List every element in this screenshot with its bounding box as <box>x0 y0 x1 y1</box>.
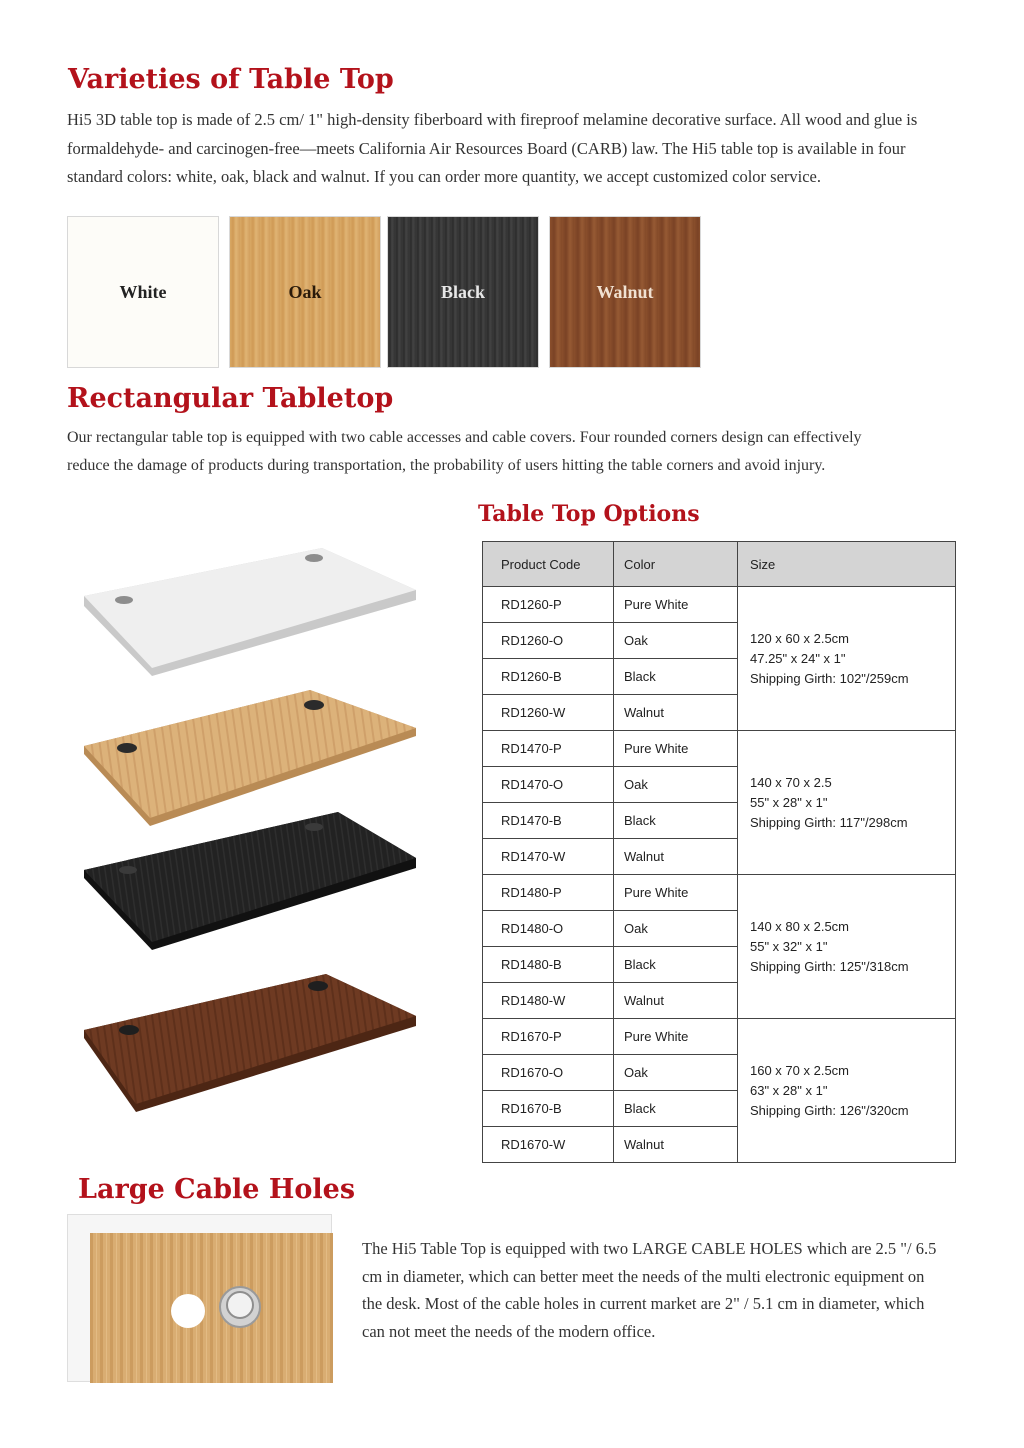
size-metric: 120 x 60 x 2.5cm <box>750 630 849 646</box>
color-cell: Pure White <box>614 731 738 767</box>
rectangular-line-1: Our rectangular table top is equipped with two cable accesses and cable covers. Four rounded corners design can effectively <box>67 429 862 446</box>
swatch-walnut <box>549 216 701 368</box>
product-code-cell: RD1670-B <box>483 1091 614 1127</box>
shipping-girth: Shipping Girth: 126"/320cm <box>750 1102 909 1118</box>
swatch-walnut-label: Walnut <box>596 281 654 302</box>
cable-hole-photo <box>90 1233 333 1383</box>
swatch-white-label: White <box>119 281 167 302</box>
product-code-cell: RD1470-P <box>483 731 614 767</box>
size-imperial: 47.25" x 24" x 1" <box>750 650 846 666</box>
color-cell: Oak <box>614 1055 738 1091</box>
oak-tabletop-image <box>84 690 416 826</box>
size-imperial: 55" x 32" x 1" <box>750 938 828 954</box>
tabletops-illustration <box>70 540 430 1130</box>
size-imperial: 63" x 28" x 1" <box>750 1082 828 1098</box>
color-cell: Black <box>614 947 738 983</box>
cable-holes-line-3: the desk. Most of the cable holes in current market are 2" / 5.1 cm in diameter, which <box>362 1294 925 1313</box>
varieties-description <box>67 106 967 192</box>
rectangular-title: Rectangular Tabletop <box>67 383 394 414</box>
cable-hole-image <box>67 1214 332 1382</box>
black-tabletop-image <box>84 812 416 950</box>
color-cell: Oak <box>614 767 738 803</box>
shipping-girth: Shipping Girth: 125"/318cm <box>750 958 909 974</box>
swatch-black <box>387 216 539 368</box>
product-code-cell: RD1470-B <box>483 803 614 839</box>
table-header-row <box>483 542 956 587</box>
size-cell <box>738 731 956 875</box>
color-cell: Black <box>614 659 738 695</box>
product-code-cell: RD1480-P <box>483 875 614 911</box>
color-cell: Pure White <box>614 1019 738 1055</box>
cable-holes-line-2: cm in diameter, which can better meet the needs of the multi electronic equipment on <box>362 1266 925 1286</box>
color-cell: Pure White <box>614 875 738 911</box>
table-row <box>483 875 956 911</box>
cable-holes-line-1: The Hi5 Table Top is equipped with two LARGE CABLE HOLES which are 2.5 "/ 6.5 <box>362 1239 937 1258</box>
color-cell: Walnut <box>614 839 738 875</box>
swatch-white <box>67 216 219 368</box>
table-row <box>483 587 956 623</box>
color-cell: Oak <box>614 911 738 947</box>
size-cell <box>738 1019 956 1163</box>
cable-holes-title: Large Cable Holes <box>78 1174 356 1205</box>
white-tabletop-image <box>84 548 416 676</box>
product-code-cell: RD1470-W <box>483 839 614 875</box>
color-cell: Black <box>614 803 738 839</box>
swatch-black-label: Black <box>440 281 485 302</box>
product-code-cell: RD1670-O <box>483 1055 614 1091</box>
product-code-cell: RD1480-W <box>483 983 614 1019</box>
swatch-oak-label: Oak <box>288 281 322 302</box>
color-cell: Walnut <box>614 695 738 731</box>
cable-holes-description <box>362 1235 972 1345</box>
swatch-oak <box>229 216 381 368</box>
size-metric: 160 x 70 x 2.5cm <box>750 1062 849 1078</box>
shipping-girth: Shipping Girth: 102"/259cm <box>750 670 909 686</box>
varieties-line-3: standard colors: white, oak, black and walnut. If you can order more quantity, we accept customized color service. <box>67 167 821 186</box>
size-cell <box>738 875 956 1019</box>
options-title: Table Top Options <box>478 501 700 527</box>
product-code-cell: RD1670-P <box>483 1019 614 1055</box>
color-cell: Walnut <box>614 983 738 1019</box>
color-cell: Oak <box>614 623 738 659</box>
product-code-cell: RD1480-O <box>483 911 614 947</box>
color-cell: Walnut <box>614 1127 738 1163</box>
cable-holes-line-4: can not meet the needs of the modern office. <box>362 1321 656 1341</box>
size-cell <box>738 587 956 731</box>
size-imperial: 55" x 28" x 1" <box>750 794 828 810</box>
header-product-code: Product Code <box>483 542 614 587</box>
table-row <box>483 731 956 767</box>
product-code-cell: RD1670-W <box>483 1127 614 1163</box>
shipping-girth: Shipping Girth: 117"/298cm <box>750 814 908 830</box>
size-metric: 140 x 80 x 2.5cm <box>750 918 849 934</box>
rectangular-line-2: reduce the damage of products during transportation, the probability of users hitting the table corners and avoid injury. <box>67 456 826 474</box>
color-cell: Black <box>614 1091 738 1127</box>
table-row <box>483 1019 956 1055</box>
product-code-cell: RD1260-W <box>483 695 614 731</box>
size-metric: 140 x 70 x 2.5 <box>750 774 832 790</box>
varieties-line-2: formaldehyde- and carcinogen-free—meets California Air Resources Board (CARB) law. The Hi5 table top is available in four <box>67 138 906 158</box>
product-code-cell: RD1260-P <box>483 587 614 623</box>
product-code-cell: RD1470-O <box>483 767 614 803</box>
header-color: Color <box>614 542 738 587</box>
varieties-title: Varieties of Table Top <box>68 64 394 95</box>
color-cell: Pure White <box>614 587 738 623</box>
header-size: Size <box>738 542 956 587</box>
walnut-tabletop-image <box>84 974 416 1112</box>
product-code-cell: RD1480-B <box>483 947 614 983</box>
options-table <box>482 541 956 1163</box>
product-code-cell: RD1260-O <box>483 623 614 659</box>
product-code-cell: RD1260-B <box>483 659 614 695</box>
cable-grommet-icon <box>220 1287 260 1327</box>
varieties-line-1: Hi5 3D table top is made of 2.5 cm/ 1" high-density fiberboard with fireproof melamine decorative surface. All wood and glue is <box>67 110 918 129</box>
rectangular-description <box>67 424 967 479</box>
cable-hole-open <box>171 1294 205 1328</box>
